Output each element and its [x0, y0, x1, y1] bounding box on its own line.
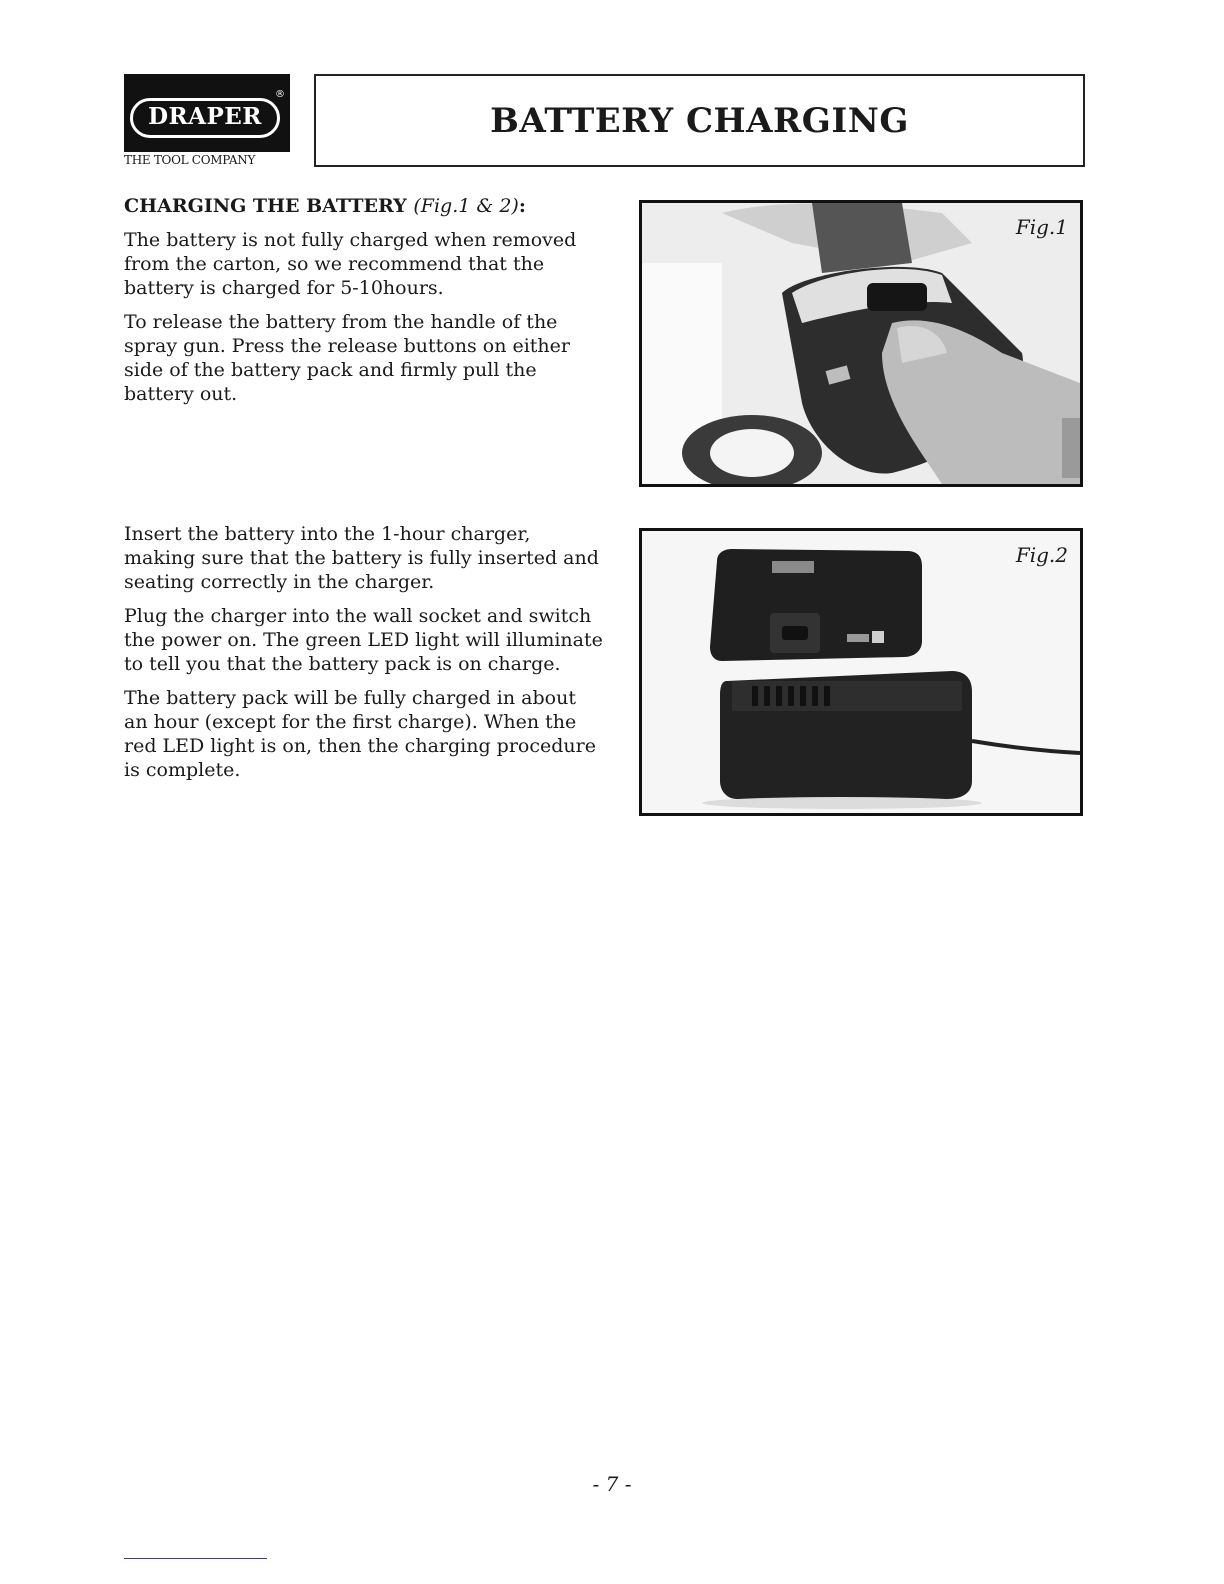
paragraph-plug-charger: Plug the charger into the wall socket and switch the power on. The green LED light will illuminate to tell you that the battery pack is on charge.	[124, 605, 603, 675]
page-title-box	[314, 74, 1085, 167]
footer-rule	[124, 1558, 267, 1559]
paragraph-fully-charged: The battery pack will be fully charged in about an hour (except for the first charge). When the red LED light is on, then the charging procedure is complete.	[124, 687, 596, 781]
page-title: BATTERY CHARGING	[490, 100, 909, 141]
paragraph-release-battery: To release the battery from the handle of the spray gun. Press the release buttons on either side of the battery pack and firmly pull the battery out.	[124, 311, 570, 405]
section-heading	[124, 194, 604, 218]
section-heading-figref: (Fig.1 & 2)	[413, 195, 519, 217]
fig2-illustration	[642, 531, 1080, 813]
figure-2-label: Fig.2	[1015, 543, 1068, 567]
figure-2-photo	[639, 528, 1083, 816]
figure-1-label: Fig.1	[1015, 215, 1068, 239]
section-charging-text	[124, 194, 604, 416]
paragraph-insert-battery: Insert the battery into the 1-hour charger, making sure that the battery is fully inserted and seating correctly in the charger.	[124, 523, 599, 593]
logo-text: DRAPER	[148, 103, 262, 130]
section-heading-colon: :	[518, 195, 526, 217]
page-number: - 7 -	[592, 1472, 632, 1496]
figure-1-photo	[639, 200, 1083, 487]
draper-logo	[124, 74, 290, 152]
logo-tagline: THE TOOL COMPANY	[124, 153, 256, 167]
section-charger-text	[124, 522, 604, 792]
paragraph-not-fully-charged: The battery is not fully charged when removed from the carton, so we recommend that the battery is charged for 5-10hours.	[124, 229, 577, 299]
fig1-illustration	[642, 203, 1080, 484]
section-heading-text: CHARGING THE BATTERY	[124, 195, 407, 217]
registered-mark: ®	[275, 89, 285, 100]
